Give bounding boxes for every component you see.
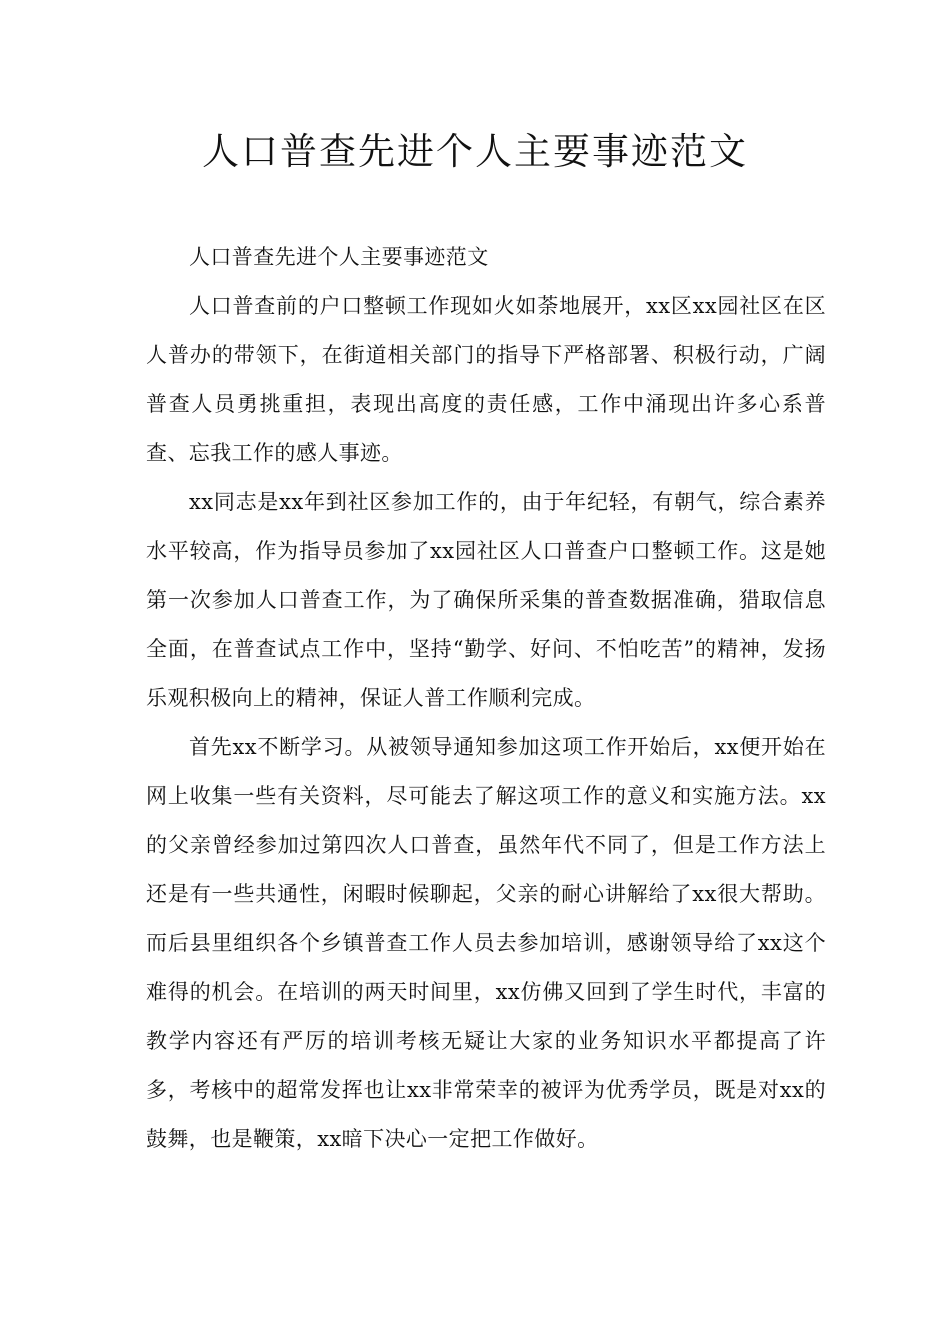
document-title: 人口普查先进个人主要事迹范文	[202, 130, 748, 173]
paragraph-subtitle: 人口普查先进个人主要事迹范文	[189, 245, 489, 269]
paragraph-learning: 首先xx不断学习。从被领导通知参加这项工作开始后，xx便开始在网上收集一些有关资料，尽可能去了解这项工作的意义和实施方法。xx的父亲曾经参加过第四次人口普查，虽然年代不同了，但是工作方法上还是有一些共通性，闲暇时候聊起，父亲的耐心讲解给了xx很大帮助。而后县里组织各个乡镇普查工作人员去参加培训，感谢领导给了xx这个难得的机会。在培训的两天时间里，xx仿佛又回到了学生时代，丰富的教学内容还有严厉的培训考核无疑让大家的业务知识水平都提高了许多，考核中的超常发挥也让xx非常荣幸的被评为优秀学员，既是对xx的鼓舞，也是鞭策，xx暗下决心一定把工作做好。	[146, 735, 826, 1151]
document-body	[146, 233, 826, 1164]
paragraph-background: xx同志是xx年到社区参加工作的，由于年纪轻，有朝气，综合素养水平较高，作为指导员参加了xx园社区人口普查户口整顿工作。这是她第一次参加人口普查工作，为了确保所采集的普查数据准确，猎取信息全面，在普查试点工作中，坚持“勤学、好问、不怕吃苦”的精神，发扬乐观积极向上的精神，保证人普工作顺利完成。	[146, 490, 826, 710]
paragraph-intro: 人口普查前的户口整顿工作现如火如荼地展开，xx区xx园社区在区人普办的带领下，在街道相关部门的指导下严格部署、积极行动，广阔普查人员勇挑重担，表现出高度的责任感，工作中涌现出许多心系普查、忘我工作的感人事迹。	[146, 294, 826, 465]
